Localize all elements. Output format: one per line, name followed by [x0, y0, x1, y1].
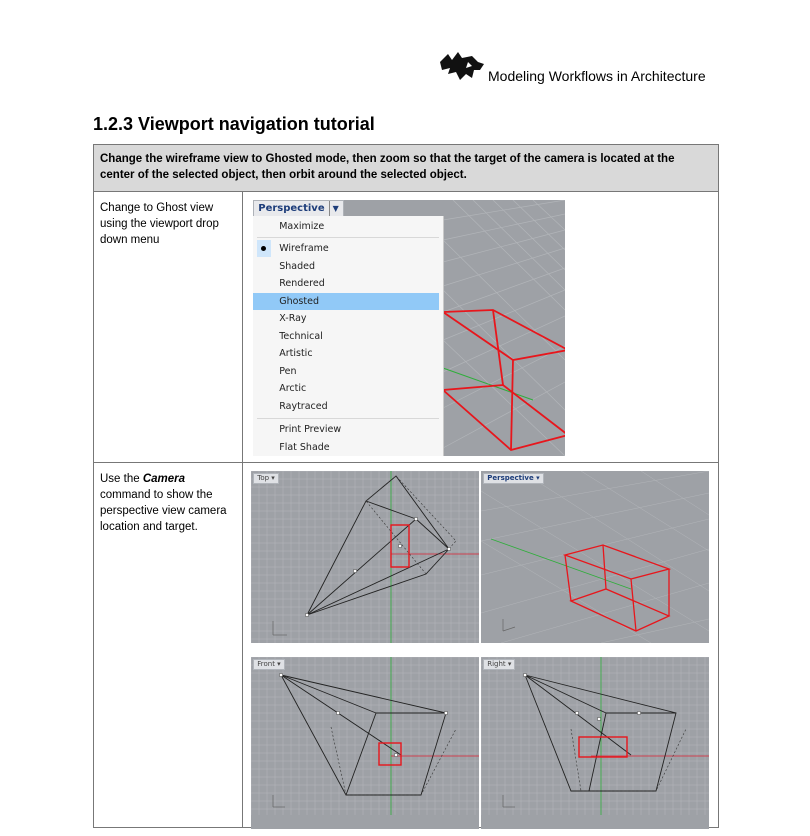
table-row [94, 192, 719, 463]
menu-item-flat-shade[interactable]: Flat Shade [279, 442, 330, 453]
checked-dot-icon [261, 246, 266, 251]
menu-separator [257, 418, 439, 419]
chevron-down-icon[interactable]: ▼ [329, 201, 339, 216]
viewport-label-top[interactable]: Top ▾ [253, 473, 279, 484]
command-name: Camera [142, 473, 186, 485]
viewport-label-right[interactable]: Right ▾ [483, 659, 515, 670]
four-viewports-screenshot [251, 471, 707, 815]
viewport-right[interactable] [481, 657, 709, 829]
menu-item-shaded[interactable]: Shaded [279, 261, 316, 272]
viewport-label-front[interactable]: Front ▾ [253, 659, 284, 670]
menu-item-ghosted[interactable]: Ghosted [253, 293, 439, 310]
top-view-drawing [251, 471, 479, 643]
menu-item-xray[interactable]: X-Ray [279, 313, 307, 324]
menu-item-rendered[interactable]: Rendered [279, 278, 325, 289]
menu-item-wireframe[interactable]: Wireframe [253, 240, 439, 257]
viewport-perspective[interactable] [481, 471, 709, 643]
instruction-text: Use the Camera command to show the perspective view camera location and target. [100, 473, 227, 533]
right-view-drawing [481, 657, 709, 815]
table-row [94, 463, 719, 828]
instruction-text: Change to Ghost view using the viewport drop down menu [100, 202, 219, 246]
viewport-dropdown-menu [253, 216, 444, 456]
front-view-drawing [251, 657, 479, 815]
menu-item-print-preview[interactable]: Print Preview [279, 424, 342, 435]
perspective-view-drawing [481, 471, 709, 643]
viewport-top[interactable] [251, 471, 479, 643]
menu-item-raytraced[interactable]: Raytraced [279, 401, 328, 412]
header-title: Modeling Workflows in Architecture [488, 68, 706, 84]
menu-item-artistic[interactable]: Artistic [279, 348, 313, 359]
viewport-front[interactable] [251, 657, 479, 829]
menu-item-arctic[interactable]: Arctic [279, 383, 307, 394]
page-header [438, 48, 738, 88]
menu-item-pen[interactable]: Pen [279, 366, 297, 377]
viewport-menu-screenshot [253, 200, 565, 456]
rhino-logo-icon [438, 48, 486, 84]
menu-separator [257, 237, 439, 238]
menu-item-technical[interactable]: Technical [279, 331, 323, 342]
menu-item-maximize[interactable]: Maximize [279, 221, 325, 232]
section-title: 1.2.3 Viewport navigation tutorial [93, 114, 375, 134]
viewport-label-perspective[interactable]: Perspective ▾ [483, 473, 543, 484]
viewport-tab[interactable]: Perspective ▼ [253, 200, 344, 218]
tutorial-table [93, 144, 719, 828]
task-description: Change the wireframe view to Ghosted mode, then zoom so that the target of the camera is located at the center of the selected object, then orbit around the selected object. [94, 145, 719, 192]
